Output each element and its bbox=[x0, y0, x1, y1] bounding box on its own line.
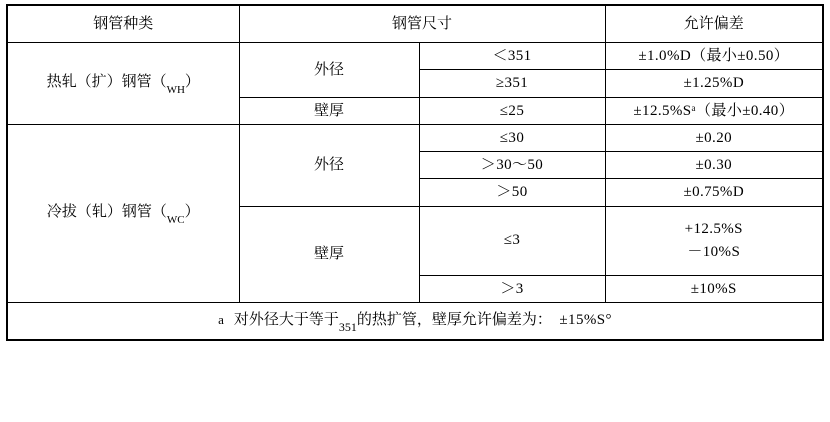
kind-cell-cold-drawn bbox=[7, 124, 239, 302]
size-value: ≤25 bbox=[419, 97, 605, 124]
dimension-wall-thickness: 壁厚 bbox=[239, 97, 419, 124]
size-value: ≤30 bbox=[419, 124, 605, 151]
footnote-text-after: 的热扩管，壁厚允许偏差为： bbox=[356, 311, 552, 328]
tolerance-value: ±0.75%D bbox=[605, 179, 823, 206]
tolerance-value: ±0.20 bbox=[605, 124, 823, 151]
table-header-row bbox=[7, 5, 823, 43]
dimension-outer-diameter: 外径 bbox=[239, 43, 419, 98]
table-row bbox=[7, 43, 823, 70]
tolerance-value: ±0.30 bbox=[605, 152, 823, 179]
table-row bbox=[7, 124, 823, 151]
kind-label-prefix: 热轧（扩）钢管（ bbox=[46, 73, 167, 90]
tolerance-value: ±1.25%D bbox=[605, 70, 823, 97]
size-value: ＞3 bbox=[419, 275, 605, 302]
header-tolerance: 允许偏差 bbox=[605, 5, 823, 43]
footnote-number: 351 bbox=[338, 319, 357, 334]
steel-pipe-tolerance-table bbox=[6, 4, 824, 341]
tolerance-value: ±12.5%Sᵃ（最小±0.40） bbox=[605, 97, 823, 124]
kind-cell-hot-rolled bbox=[7, 43, 239, 125]
dimension-wall-thickness: 壁厚 bbox=[239, 206, 419, 302]
kind-label-suffix: ） bbox=[184, 73, 200, 90]
size-value: ≤3 bbox=[419, 206, 605, 275]
tolerance-value: ±10%S bbox=[605, 275, 823, 302]
tolerance-value-upper: +12.5%S bbox=[684, 221, 743, 237]
footnote-cell bbox=[7, 302, 823, 340]
table-footnote-row bbox=[7, 302, 823, 340]
size-value: ＞30～50 bbox=[419, 152, 605, 179]
document-page bbox=[0, 4, 830, 422]
kind-label-suffix: ） bbox=[184, 203, 200, 220]
tolerance-value: ±1.0%D（最小±0.50） bbox=[605, 43, 823, 70]
size-value: ＞50 bbox=[419, 179, 605, 206]
kind-label-sub: WH bbox=[166, 83, 185, 96]
size-value: ＜351 bbox=[419, 43, 605, 70]
kind-label-sub: WC bbox=[166, 213, 185, 226]
footnote-label: a bbox=[218, 311, 224, 327]
kind-label-prefix: 冷拔（轧）钢管（ bbox=[46, 203, 167, 220]
dimension-outer-diameter: 外径 bbox=[239, 124, 419, 206]
size-value: ≥351 bbox=[419, 70, 605, 97]
tolerance-value-group bbox=[605, 206, 823, 275]
footnote-text-before: 对外径大于等于 bbox=[233, 311, 339, 328]
header-kind: 钢管种类 bbox=[7, 5, 239, 43]
tolerance-value-lower: －10%S bbox=[687, 243, 741, 260]
header-size: 钢管尺寸 bbox=[239, 5, 605, 43]
footnote-value: ±15%S° bbox=[559, 311, 612, 328]
